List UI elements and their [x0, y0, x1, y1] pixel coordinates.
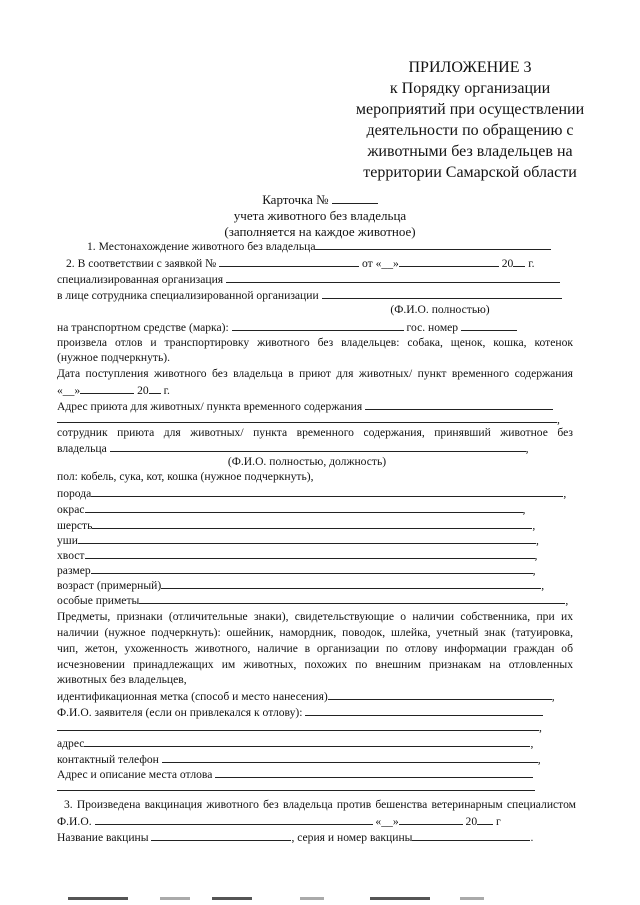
vaccination-fio-field[interactable] — [95, 814, 373, 825]
address-label: адрес — [57, 737, 85, 750]
address-field[interactable] — [84, 736, 530, 747]
card-subtitle: учета животного без владельца — [233, 208, 407, 223]
applicant-row — [57, 705, 543, 720]
vehicle-row — [57, 320, 517, 335]
tail-field[interactable] — [85, 548, 535, 559]
shelter-address-field-2[interactable] — [57, 412, 557, 423]
id-tag-field[interactable] — [328, 689, 552, 700]
request-number-field[interactable] — [219, 256, 359, 267]
fur-label: шерсть — [57, 519, 93, 532]
appendix-line-1: к Порядку организации — [389, 80, 551, 97]
arrival-year-suffix: г. — [163, 384, 170, 397]
vaccine-name-label: Название вакцины — [57, 831, 149, 844]
gos-nomer-label: гос. номер — [406, 321, 459, 334]
arrival-year-label: 20 — [137, 384, 149, 397]
shelter-employee-row — [57, 441, 529, 456]
employee-field[interactable] — [322, 288, 562, 299]
color-field[interactable] — [85, 502, 523, 513]
appendix-title: ПРИЛОЖЕНИЕ 3 — [408, 59, 532, 76]
vehicle-field[interactable] — [232, 320, 404, 331]
request-row — [66, 256, 535, 271]
sex-row: пол: кобель, сука, кот, кошка (нужное подчеркнуть), — [57, 470, 314, 483]
vaccination-fio-label: Ф.И.О. — [57, 815, 92, 828]
request-label: 2. В соответствии с заявкой № — [66, 257, 217, 270]
comma: , — [557, 413, 560, 426]
arrival-date-row — [57, 383, 170, 398]
comma: , — [537, 753, 541, 766]
comma: , — [551, 690, 555, 703]
request-year-label: 20 — [501, 257, 514, 270]
appendix-line-4: животными без владельцев на — [367, 143, 573, 160]
ears-field[interactable] — [78, 533, 536, 544]
tail-label: хвост — [57, 549, 85, 562]
location-field[interactable] — [315, 239, 551, 250]
color-label: окрас — [57, 503, 85, 516]
capture-place-field-2[interactable] — [57, 790, 535, 791]
appendix-line-2: мероприятий при осуществлении — [355, 101, 585, 118]
arrival-year-field[interactable] — [149, 383, 161, 394]
ears-label: уши — [57, 534, 78, 547]
age-label: возраст (примерный) — [57, 579, 162, 592]
size-field[interactable] — [91, 563, 533, 574]
employee-row — [57, 288, 562, 303]
request-year-suffix: г. — [528, 257, 535, 270]
shelter-address-cont-row — [57, 412, 560, 427]
special-field[interactable] — [139, 593, 565, 604]
fur-field[interactable] — [92, 518, 532, 529]
items-text-5: животных без владельцев, — [57, 673, 187, 686]
size-row — [57, 563, 536, 578]
phone-row — [57, 752, 541, 767]
period: . — [530, 831, 534, 844]
age-field[interactable] — [161, 578, 541, 589]
vaccination-day-label: «__» — [375, 815, 399, 828]
spec-org-field[interactable] — [226, 272, 560, 283]
spec-org-label: специализированная организация — [57, 273, 224, 286]
capture-place-field[interactable] — [215, 767, 533, 778]
id-tag-label: идентификационная метка (способ и место нанесения) — [57, 690, 328, 703]
shelter-employee-label: владельца — [57, 442, 107, 455]
capture-text-1: произвела отлов и транспортировку животного без владельцев: собака, щенок, кошка, котенок — [57, 336, 573, 349]
scan-artifact — [0, 897, 640, 903]
vaccination-year-label: 20 — [465, 815, 478, 828]
card-title-block — [100, 192, 540, 240]
vaccination-row — [57, 814, 501, 829]
request-date-field[interactable] — [399, 256, 499, 267]
shelter-employee-text: сотрудник приюта для животных/ пункта временного содержания, принявший животное без — [57, 426, 573, 439]
location-label: 1. Местонахождение животного без владельца — [87, 240, 316, 253]
comma: , — [522, 503, 526, 516]
items-text-2: наличии (нужное подчеркнуть): ошейник, намордник, поводок, шлейка, учетный знак (татуировка, — [57, 626, 573, 639]
comma: , — [532, 564, 536, 577]
applicant-cont-row — [57, 720, 542, 735]
size-label: размер — [57, 564, 91, 577]
items-text-1: Предметы, признаки (отличительные знаки), свидетельствующие о наличии собственника, при их — [57, 610, 573, 623]
comma: , — [565, 594, 569, 607]
vaccine-series-field[interactable] — [412, 830, 530, 841]
special-row — [57, 593, 568, 608]
comma: , — [530, 737, 534, 750]
employee-label: в лице сотрудника специализированной организации — [57, 289, 319, 302]
special-label: особые приметы — [57, 594, 140, 607]
vaccination-month-field[interactable] — [399, 814, 463, 825]
arrival-text: Дата поступления животного без владельца в приют для животных/ пункт временного содержания — [57, 367, 573, 380]
vaccine-series-label: , серия и номер вакцины — [291, 831, 413, 844]
comma: , — [539, 721, 542, 734]
items-text-3: чип, жетон, ухоженность животного, наличие в организации по отлову информации граждан об — [57, 642, 573, 655]
capture-place-row — [57, 767, 533, 782]
request-year-field[interactable] — [513, 256, 525, 267]
vaccine-name-field[interactable] — [151, 830, 291, 841]
color-row — [57, 502, 525, 517]
breed-row — [57, 486, 566, 501]
comma: , — [534, 549, 538, 562]
breed-field[interactable] — [91, 486, 563, 497]
phone-label: контактный телефон — [57, 753, 159, 766]
card-note: (заполняется на каждое животное) — [224, 224, 416, 239]
vaccination-year-field[interactable] — [477, 814, 493, 825]
spec-org-row — [57, 272, 560, 287]
shelter-employee-field[interactable] — [110, 441, 526, 452]
fur-row — [57, 518, 535, 533]
items-text-4: исчезновении принадлежащих им животных, похожих по внешним признакам на отловленных — [57, 658, 573, 671]
comma: , — [541, 579, 545, 592]
gos-nomer-field[interactable] — [461, 320, 517, 331]
arrival-month-field[interactable] — [80, 383, 134, 394]
breed-label: порода — [57, 487, 92, 500]
comma: , — [532, 519, 536, 532]
id-tag-row — [57, 689, 555, 704]
arrival-day-label: «__» — [57, 384, 81, 397]
comma: , — [563, 487, 567, 500]
appendix-line-3: деятельности по обращению с — [366, 122, 574, 139]
phone-field[interactable] — [162, 752, 538, 763]
age-row — [57, 578, 544, 593]
vaccination-heading: 3. Произведена вакцинация животного без владельца против бешенства ветеринарным специалистом — [64, 798, 576, 811]
capture-place-label: Адрес и описание места отлова — [57, 768, 213, 781]
address-row — [57, 736, 533, 751]
applicant-field-2[interactable] — [57, 720, 539, 731]
applicant-field[interactable] — [305, 705, 543, 716]
comma: , — [525, 442, 529, 455]
location-row — [87, 239, 551, 254]
shelter-address-label: Адрес приюта для животных/ пункта временного содержания — [57, 400, 363, 413]
vehicle-label: на транспортном средстве (марка): — [57, 321, 229, 334]
card-title: Карточка № — [262, 192, 329, 207]
capture-text-2: (нужное подчеркнуть). — [57, 351, 170, 364]
fio-full-caption: (Ф.И.О. полностью) — [390, 303, 490, 316]
comma: , — [535, 534, 539, 547]
appendix-header — [350, 57, 590, 183]
vaccine-row — [57, 830, 533, 845]
appendix-line-5: территории Самарской области — [363, 164, 577, 181]
ears-row — [57, 533, 539, 548]
fio-position-caption: (Ф.И.О. полностью, должность) — [227, 455, 387, 468]
applicant-label: Ф.И.О. заявителя (если он привлекался к отлову): — [57, 706, 303, 719]
vaccination-year-suffix: г — [496, 815, 501, 828]
card-number-field[interactable] — [332, 193, 378, 204]
shelter-address-field[interactable] — [365, 399, 553, 410]
tail-row — [57, 548, 537, 563]
request-date-label: от «__» — [362, 257, 399, 270]
